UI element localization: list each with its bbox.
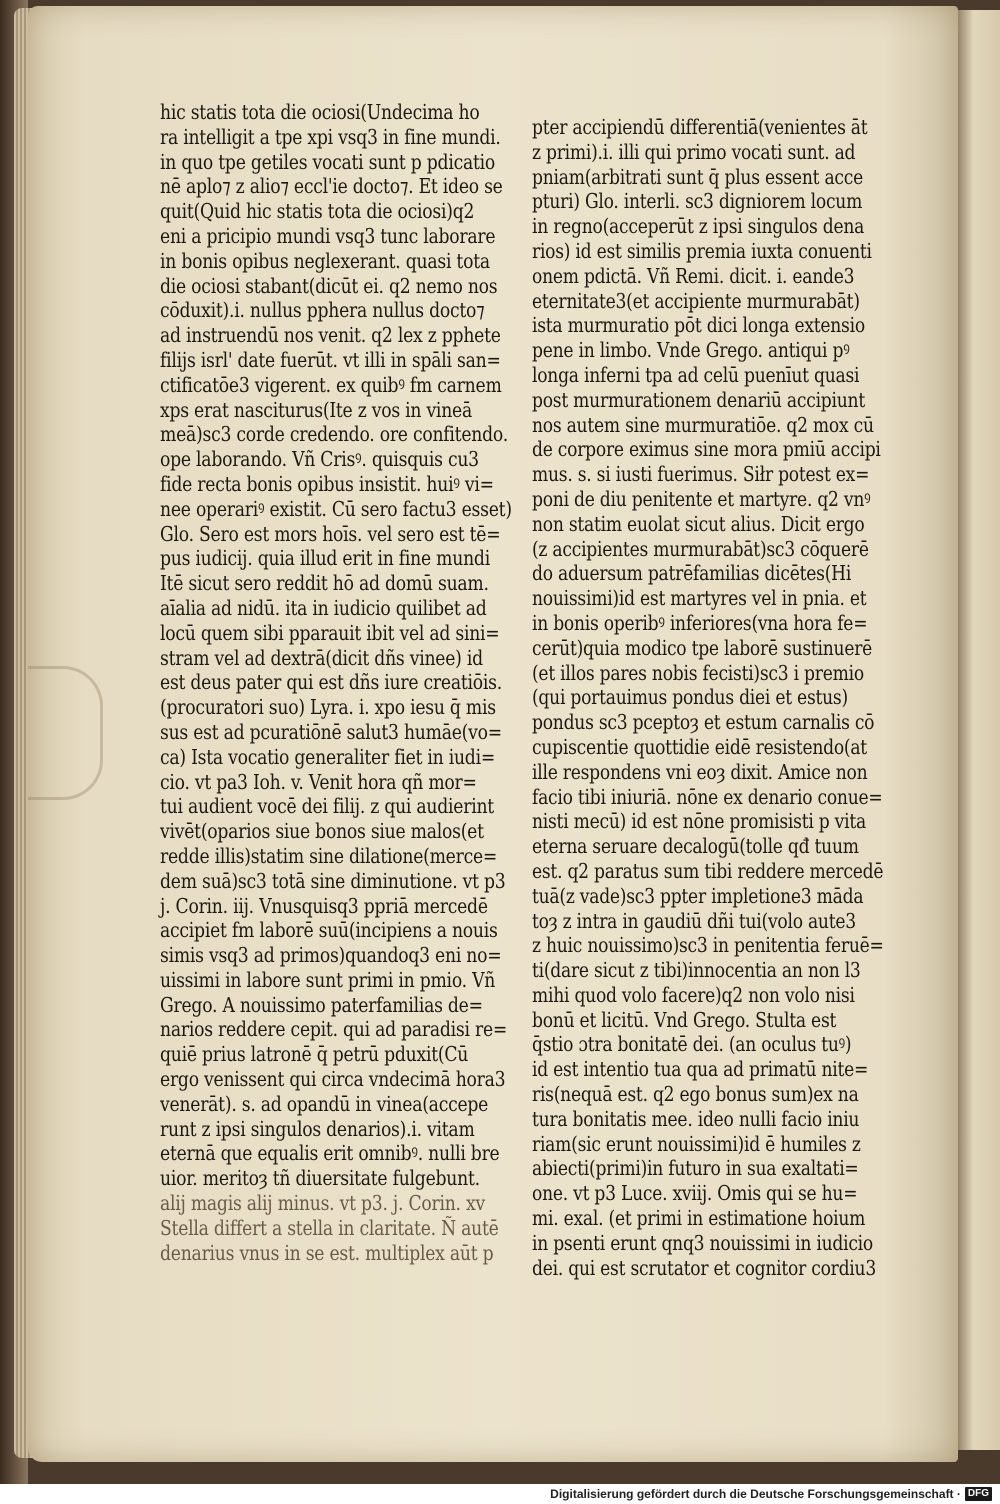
text-line: die ociosi stabant(dicūt ei. q2 nemo nos <box>160 273 498 298</box>
text-line: uior. meritoȝ tñ diuersitate fulgebunt. <box>160 1166 480 1191</box>
text-line: alij magis alij minus. vt p3. j. Corin. xv <box>160 1191 485 1216</box>
text-line: quiē prius latronē q̄ petrū pduxit(Cū <box>160 1042 469 1067</box>
text-line: rios) id est similis premia iuxta conuenti <box>532 238 872 263</box>
text-line: in regno(acceperūt z ipsi singulos dena <box>532 214 865 239</box>
text-line: longa inferni tpa ad celū puenīut quasi <box>532 362 860 387</box>
text-line: pniam(arbitrati sunt q̄ plus essent acce <box>532 164 864 189</box>
right-text-column <box>532 115 884 1280</box>
text-line: tui audient vocē dei filij. z qui audierint <box>160 794 494 819</box>
dfg-logo: DFG <box>965 1487 992 1501</box>
text-line: ope laborando. Vñ Crisꝰ. quisquis cu3 <box>160 447 479 472</box>
text-line: eterna seruare decalogū(tolle qđ tuum <box>532 834 859 859</box>
text-line: dem suā)sc3 totā sine diminutione. vt p3 <box>160 868 506 893</box>
text-line: Stella differt a stella in claritate. Ñ autē <box>160 1215 499 1240</box>
text-line: riam(sic erunt nouissimi)id ē humiles z <box>532 1131 861 1156</box>
digitization-footer <box>0 1484 1000 1504</box>
text-line: (qui portauimus pondus diei et estus) <box>532 685 848 710</box>
text-line: mus. s. si iusti fuerimus. Siłr potest ex= <box>532 462 870 487</box>
left-text-column <box>160 100 512 1265</box>
text-line: poni de diu penitente et martyre. q2 vnꝰ <box>532 486 871 511</box>
text-line: do aduersum patrēfamilias dicētes(Hi <box>532 561 852 586</box>
text-line: z huic nouissimo)sc3 in penitentia feruē= <box>532 933 884 958</box>
text-line: Itē sicut sero reddit hō ad domū suam. <box>160 571 489 596</box>
text-line: Grego. A nouissimo paterfamilias de= <box>160 992 483 1017</box>
text-line: venerāt). s. ad opandū in vinea(accepe <box>160 1091 489 1116</box>
text-line: (z accipientes murmurabāt)sc3 cōquerē <box>532 536 869 561</box>
text-line: nee operariꝰ existit. Cū sero factu3 esset) <box>160 496 512 521</box>
text-line: ra intelligit a tpe xpi vsq3 in fine mundi. <box>160 124 501 149</box>
text-line: pter accipiendū differentiā(venientes āt <box>532 115 868 139</box>
text-line: in bonis opibus neglexerant. quasi tota <box>160 248 490 273</box>
text-line: ctificatōe3 vigerent. ex quibꝰ fm carnem <box>160 372 502 397</box>
text-line: cio. vt pa3 Ioh. v. Venit hora qñ mor= <box>160 769 477 794</box>
text-line: meā)sc3 corde credendo. ore confitendo. <box>160 422 508 447</box>
text-line: locū quem sibi pparauit ibit vel ad sini= <box>160 620 500 645</box>
text-line: toȝ z intra in gaudiū dñi tui(volo aute3 <box>532 908 856 933</box>
text-line: hic statis tota die ociosi(Undecima ho <box>160 100 480 124</box>
text-line: runt z ipsi singulos denarios).i. vitam <box>160 1116 475 1141</box>
text-line: nisti mecū) id est nōne promisisti p vita <box>532 809 866 834</box>
text-line: in quo tpe getiles vocati sunt p pdicatio <box>160 149 496 174</box>
text-line: est. q2 paratus sum tibi reddere mercedē <box>532 858 884 883</box>
text-line: eni a pricipio mundi vsq3 tunc laborare <box>160 223 496 248</box>
text-line: eternā que equalis erit omnibꝰ. nulli bre <box>160 1141 500 1166</box>
text-line: denarius vnus in se est. multiplex aūt p <box>160 1240 494 1265</box>
text-line: est deus pater qui est dñs iure creatiōis. <box>160 670 502 695</box>
text-line: pus iudicij. quia illud erit in fine mundi <box>160 546 490 571</box>
text-line: in bonis operibꝰ inferiores(vna hora fe= <box>532 610 868 635</box>
footer-credit: Digitalisierung gefördert durch die Deutsche Forschungsgemeinschaft · <box>550 1487 961 1501</box>
text-line: ergo venissent qui circa vndecimā hora3 <box>160 1067 506 1092</box>
text-line: quit(Quid hic statis tota die ociosi)q2 <box>160 199 475 224</box>
text-line: de corpore eximus sine mora pmiū accipi <box>532 437 881 462</box>
text-line: ca) Ista vocatio generaliter fiet in iudi= <box>160 744 496 769</box>
text-line: ad instruendū nos venit. q2 lex z pphete <box>160 323 501 348</box>
text-line: mihi quod volo facere)q2 non volo nisi <box>532 982 855 1007</box>
text-line: ris(nequā est. q2 ego bonus sum)ex na <box>532 1082 859 1107</box>
text-line: q̄stio ɔtra bonitatē dei. (an oculus tuꝰ) <box>532 1032 852 1057</box>
text-line: id est intentio tua qua ad primatū nite= <box>532 1057 869 1082</box>
text-line: facio tibi iniuriā. nōne ex denario conue= <box>532 784 883 809</box>
text-line: abiecti(primi)in futuro in sua exaltati= <box>532 1156 859 1181</box>
text-line: ille respondens vni eoȝ dixit. Amice non <box>532 759 868 784</box>
text-line: mi. exal. (et primi in estimatione hoium <box>532 1206 866 1231</box>
text-line: xps erat nasciturus(Ite z vos in vineā <box>160 397 472 422</box>
text-line: one. vt p3 Luce. xviij. Omis qui se hu= <box>532 1181 858 1206</box>
text-line: Glo. Sero est mors hoīs. vel sero est tē= <box>160 521 501 546</box>
text-line: tura bonitatis mee. ideo nulli facio iniu <box>532 1106 860 1131</box>
text-line: non statim euolat sicut alius. Dicit ergo <box>532 511 865 536</box>
text-line: aīalia ad nidū. ita in iudicio quilibet ad <box>160 595 487 620</box>
next-page-edge <box>956 10 1000 1450</box>
text-line: ista murmuratio pōt dici longa extensio <box>532 313 865 338</box>
text-line: cōduxit).i. nullus pphera nullus docto⁊ <box>160 298 485 323</box>
text-line: narios reddere cepit. qui ad paradisi re= <box>160 1017 508 1042</box>
text-line: redde illis)statim sine dilatione(merce= <box>160 843 498 868</box>
text-line: stram vel ad dextrā(dicit dñs vinee) id <box>160 645 483 670</box>
text-line: pondus sc3 pceptoȝ et estum carnalis cō <box>532 710 875 735</box>
text-line: uissimi in labore sunt primi in pmio. Vñ <box>160 967 496 992</box>
text-line: dei. qui est scrutator et cognitor cordiu3 <box>532 1255 876 1280</box>
text-line: tuā(z vade)sc3 ppter impletione3 māda <box>532 883 864 908</box>
text-line: in psenti erunt qnq3 nouissimi in iudicio <box>532 1230 873 1255</box>
text-line: bonū et licitū. Vnd Grego. Stulta est <box>532 1007 837 1032</box>
clasp-impression <box>28 666 103 800</box>
text-line: cerūt)quia modico tpe laborē sustinuerē <box>532 635 873 660</box>
text-line: ti(dare sicut z tibi)innocentia an non l3 <box>532 958 861 983</box>
text-line: nē aplo⁊ z alio⁊ eccl'ie docto⁊. Et ideo se <box>160 174 503 199</box>
text-line: z primi).i. illi qui primo vocati sunt. ad <box>532 139 856 164</box>
text-line: onem pdictā. Vñ Remi. dicit. i. eande3 <box>532 263 855 288</box>
text-line: fide recta bonis opibus insistit. huiꝰ vi= <box>160 471 494 496</box>
text-line: sus est ad pcuratiōnē salut3 humāe(vo= <box>160 719 502 744</box>
text-line: simis vsq3 ad primos)quandoq3 eni no= <box>160 943 502 968</box>
text-line: (et illos pares nobis fecisti)sc3 i premio <box>532 660 864 685</box>
text-line: nouissimi)id est martyres vel in pnia. et <box>532 586 867 611</box>
text-line: filijs isrl' date fuerūt. vt illi in spāli san= <box>160 347 501 372</box>
text-line: vivēt(oparios siue bonos siue malos(et <box>160 819 484 844</box>
text-line: eternitate3(et accipiente murmurabāt) <box>532 288 860 313</box>
text-line: cupiscentie quottidie eidē resistendo(at <box>532 734 867 759</box>
text-line: post murmurationem denariū accipiunt <box>532 387 865 412</box>
text-line: accipiet fm laborē suū(incipiens a nouis <box>160 918 498 943</box>
text-line: pene in limbo. Vnde Grego. antiqui pꝰ <box>532 338 850 363</box>
text-line: nos autem sine murmuratiōe. q2 mox cū <box>532 412 874 437</box>
text-line: pturi) Glo. interli. sc3 digniorem locum <box>532 189 863 214</box>
text-line: j. Corin. iij. Vnusquisq3 ppriā mercedē <box>160 893 488 918</box>
text-line: (procuratori suo) Lyra. i. xpo iesu q̄ mis <box>160 695 496 720</box>
